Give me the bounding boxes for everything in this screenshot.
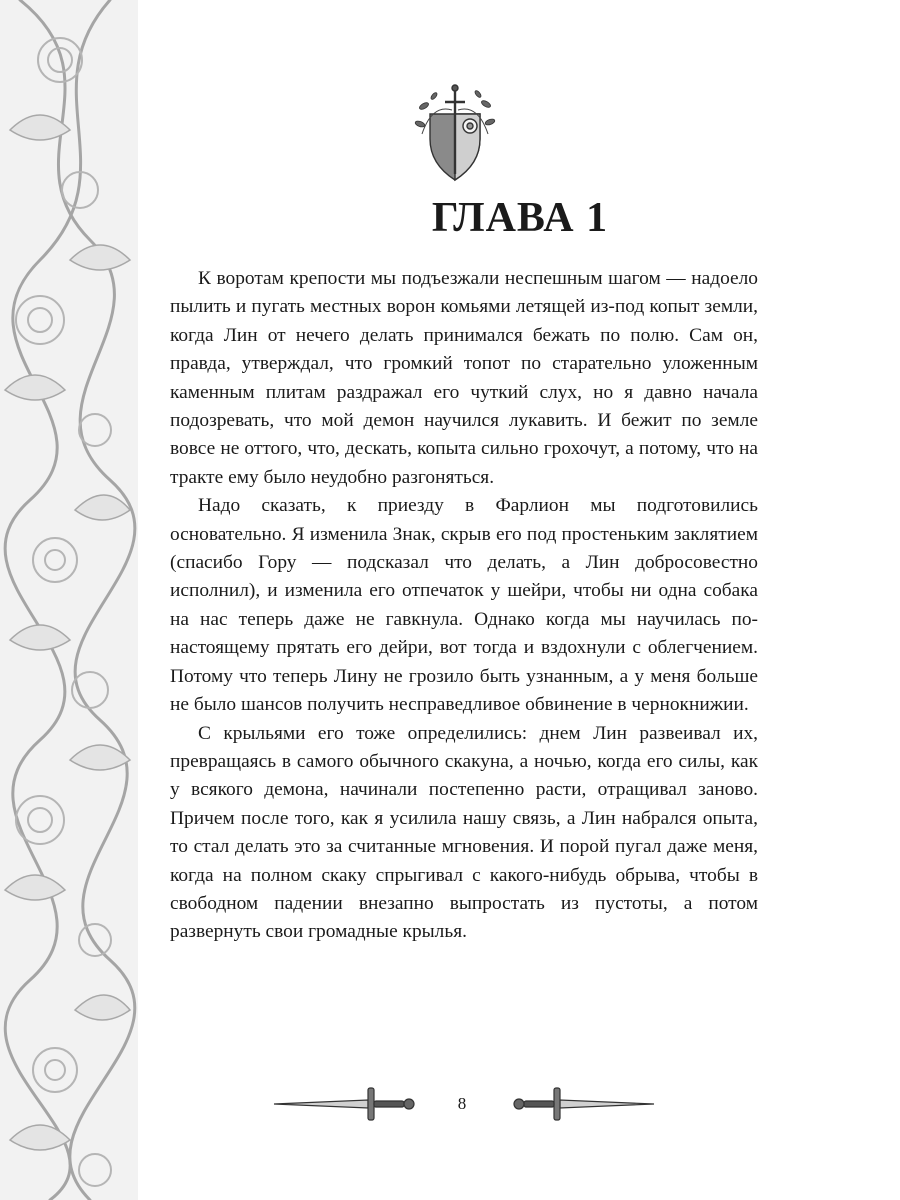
- sword-right-icon: [506, 1084, 656, 1124]
- paragraph: К воротам крепости мы подъезжали неспешным шагом — надоело пылить и пугать местных ворон комьями летящей из-под копыт земли, когда Лин от нечего делать принимался бежать по полю. Сам он, правда, утверждал, что громкий топот по старательно уложенным каменным плитам раздражал его чуткий слух, но я давно начала подозревать, что мой демон научился лукавить. И бежит по земле вовсе не оттого, что, дескать, копыта сильно грохочут, а потому, что на тракте ему было неудобно разгоняться.: [170, 268, 758, 488]
- floral-border-icon: [0, 0, 138, 1200]
- floral-border: [0, 0, 138, 1200]
- body-text: [170, 265, 758, 947]
- paragraph: С крыльями его тоже определились: днем Лин развеивал их, превращаясь в самого обычного скакуна, а ночью, когда его силы, как у всякого демона, начинали постепенно расти, отращивал заново. Причем после того, как я усилила нашу связь, а Лин набрался опыта, то стал делать это за считанные мгновения. И порой пугал даже меня, когда на полном скаку спрыгивал с какого-нибудь обрыва, чтобы в свободном падении внезапно выпростать из пустоты, а потом развернуть свои громадные крылья.: [170, 722, 758, 943]
- chapter-title: ГЛАВА 1: [431, 195, 609, 241]
- page-number: 8: [457, 1094, 467, 1113]
- sword-left-icon: [272, 1084, 422, 1124]
- shield-sword-rose-icon: [412, 84, 498, 182]
- paragraph: Надо сказать, к приезду в Фарлион мы подготовились основательно. Я изменила Знак, скрыв его под простеньким заклятием (спасибо Гору — подсказал что делать, а Лин добросовестно исполнил), и изменила его отпечаток у шейри, чтобы ни одна собака на нас теперь даже не гавкнула. Однако когда мы научилась по-настоящему прятать его дейри, вот тогда и вздохнули с облегчением. Потому что теперь Лину не грозило быть узнанным, а у меня больше не было шансов получить несправедливое обвинение в чернокнижии.: [170, 495, 758, 716]
